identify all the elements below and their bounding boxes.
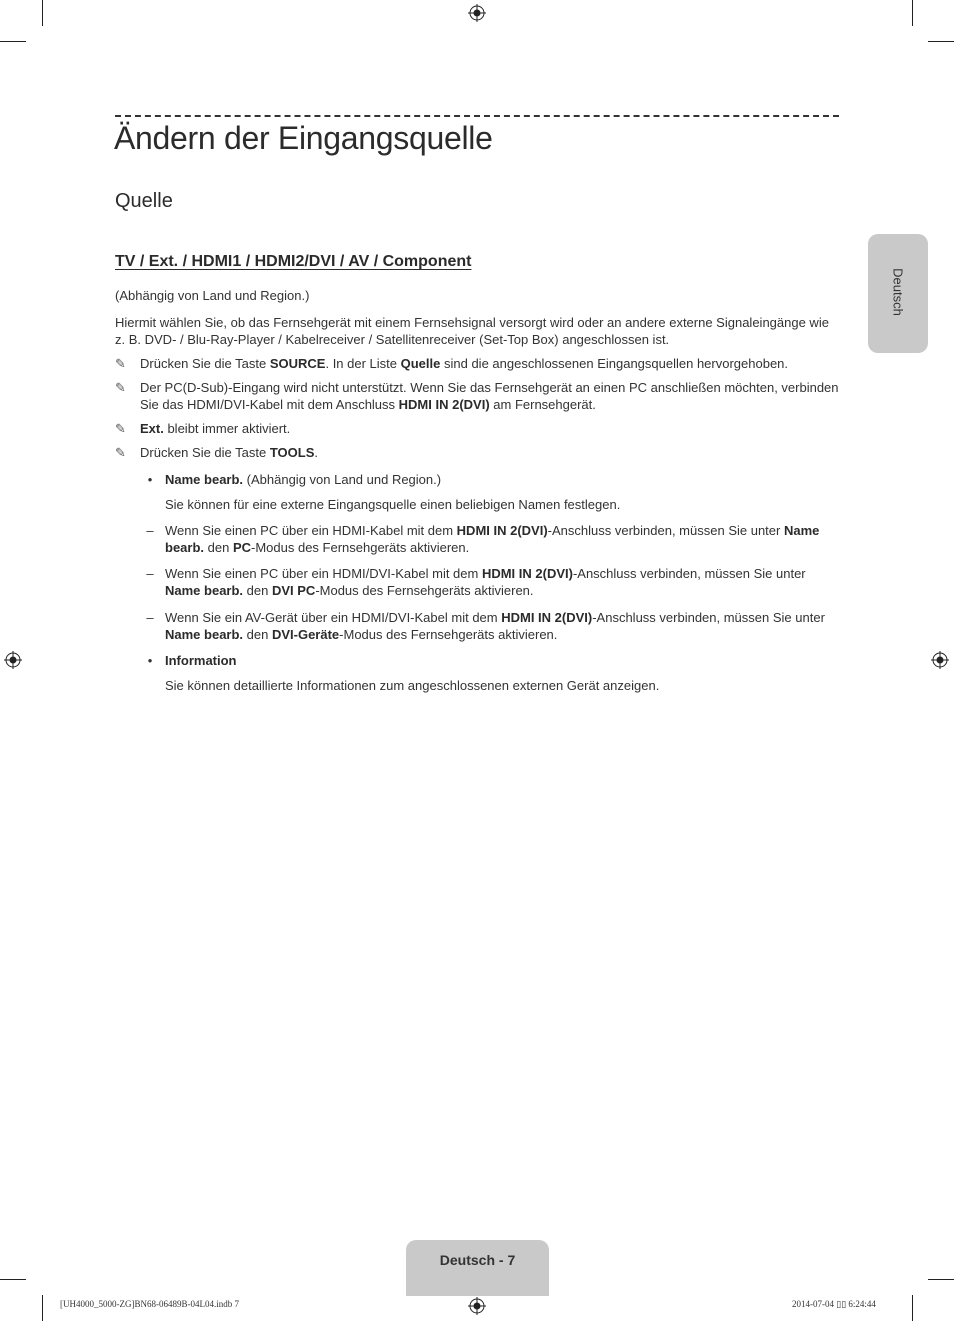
crop-mark	[42, 1295, 43, 1321]
note-item: ✎ Drücken Sie die Taste SOURCE. In der Liste Quelle sind die angeschlossenen Eingangsquellen hervorgehoben.	[115, 356, 789, 371]
crop-mark	[0, 41, 26, 42]
dash-mark: –	[146, 566, 154, 581]
note-item: ✎ Drücken Sie die Taste TOOLS.	[115, 445, 319, 460]
list-item-desc: Sie können detaillierte Informationen zum angeschlossenen externen Gerät anzeigen.	[165, 678, 660, 693]
page-number: Deutsch - 7	[439, 1252, 516, 1268]
list-item-desc: Sie können für eine externe Eingangsquelle einen beliebigen Namen festlegen.	[165, 497, 621, 512]
dash-mark: –	[146, 610, 154, 625]
registration-mark-icon	[468, 1297, 486, 1315]
print-slug-left: [UH4000_5000-ZG]BN68-06489B-04L04.indb 7	[60, 1299, 239, 1309]
dash-mark: –	[146, 523, 154, 538]
subsection-title: TV / Ext. / HDMI1 / HDMI2/DVI / AV / Component	[115, 253, 472, 270]
note-item: ✎ Der PC(D-Sub)-Eingang wird nicht unterstützt. Wenn Sie das Fernsehgerät an einen PC anschließen möchten, verbinden Sie das HDMI/DVI-Kabel mit dem Anschluss HDMI IN 2(DVI) am Fernsehgerät.	[115, 380, 839, 412]
list-item-information: • Information Sie können detaillierte Informationen zum angeschlossenen externen Gerät anzeigen.	[140, 652, 840, 694]
pencil-note-icon: ✎	[115, 445, 126, 460]
dash-item: – Wenn Sie ein AV-Gerät über ein HDMI/DVI-Kabel mit dem HDMI IN 2(DVI)-Anschluss verbinden, müssen Sie unter Name bearb. den DVI-Geräte-Modus des Fernsehgeräts aktivieren.	[140, 609, 840, 643]
section-title: Quelle	[115, 190, 173, 212]
pencil-note-icon: ✎	[115, 380, 126, 395]
page-title: Ändern der Eingangsquelle	[114, 120, 493, 156]
registration-mark-icon	[931, 651, 949, 669]
bullet-mark: •	[147, 653, 153, 668]
note-item: ✎ Ext. bleibt immer aktiviert.	[115, 421, 291, 436]
registration-mark-icon	[4, 651, 22, 669]
registration-mark-icon	[468, 4, 486, 22]
crop-mark	[928, 41, 954, 42]
print-slug-right: 2014-07-04 ▯▯ 6:24:44	[792, 1299, 876, 1309]
crop-mark	[928, 1279, 954, 1280]
list-item-name-edit: • Name bearb. (Abhängig von Land und Region.) Sie können für eine externe Eingangsquelle einen beliebigen Namen festlegen.	[140, 471, 840, 513]
dash-item: – Wenn Sie einen PC über ein HDMI/DVI-Kabel mit dem HDMI IN 2(DVI)-Anschluss verbinden, müssen Sie unter Name bearb. den DVI PC-Modus des Fernsehgeräts aktivieren.	[140, 565, 840, 599]
title-divider	[115, 115, 839, 117]
intro-note: (Abhängig von Land und Region.)	[115, 288, 310, 303]
pencil-note-icon: ✎	[115, 356, 126, 371]
intro-paragraph: Hiermit wählen Sie, ob das Fernsehgerät mit einem Fernsehsignal versorgt wird oder an andere externe Signaleingänge wie z. B. DVD- / Blu-Ray-Player / Kabelreceiver / Satellitenreceiver (Set-Top Box) angeschlossen ist.	[115, 315, 829, 347]
pencil-note-icon: ✎	[115, 421, 126, 436]
bullet-mark: •	[147, 472, 153, 487]
dash-item: – Wenn Sie einen PC über ein HDMI-Kabel mit dem HDMI IN 2(DVI)-Anschluss verbinden, müssen Sie unter Name bearb. den PC-Modus des Fernsehgeräts aktivieren.	[140, 522, 840, 556]
crop-mark	[42, 0, 43, 26]
language-side-tab	[868, 234, 928, 353]
crop-mark	[912, 0, 913, 26]
crop-mark	[912, 1295, 913, 1321]
language-side-tab-label: Deutsch	[890, 268, 906, 316]
crop-mark	[0, 1279, 26, 1280]
page-number-tab	[406, 1240, 549, 1296]
